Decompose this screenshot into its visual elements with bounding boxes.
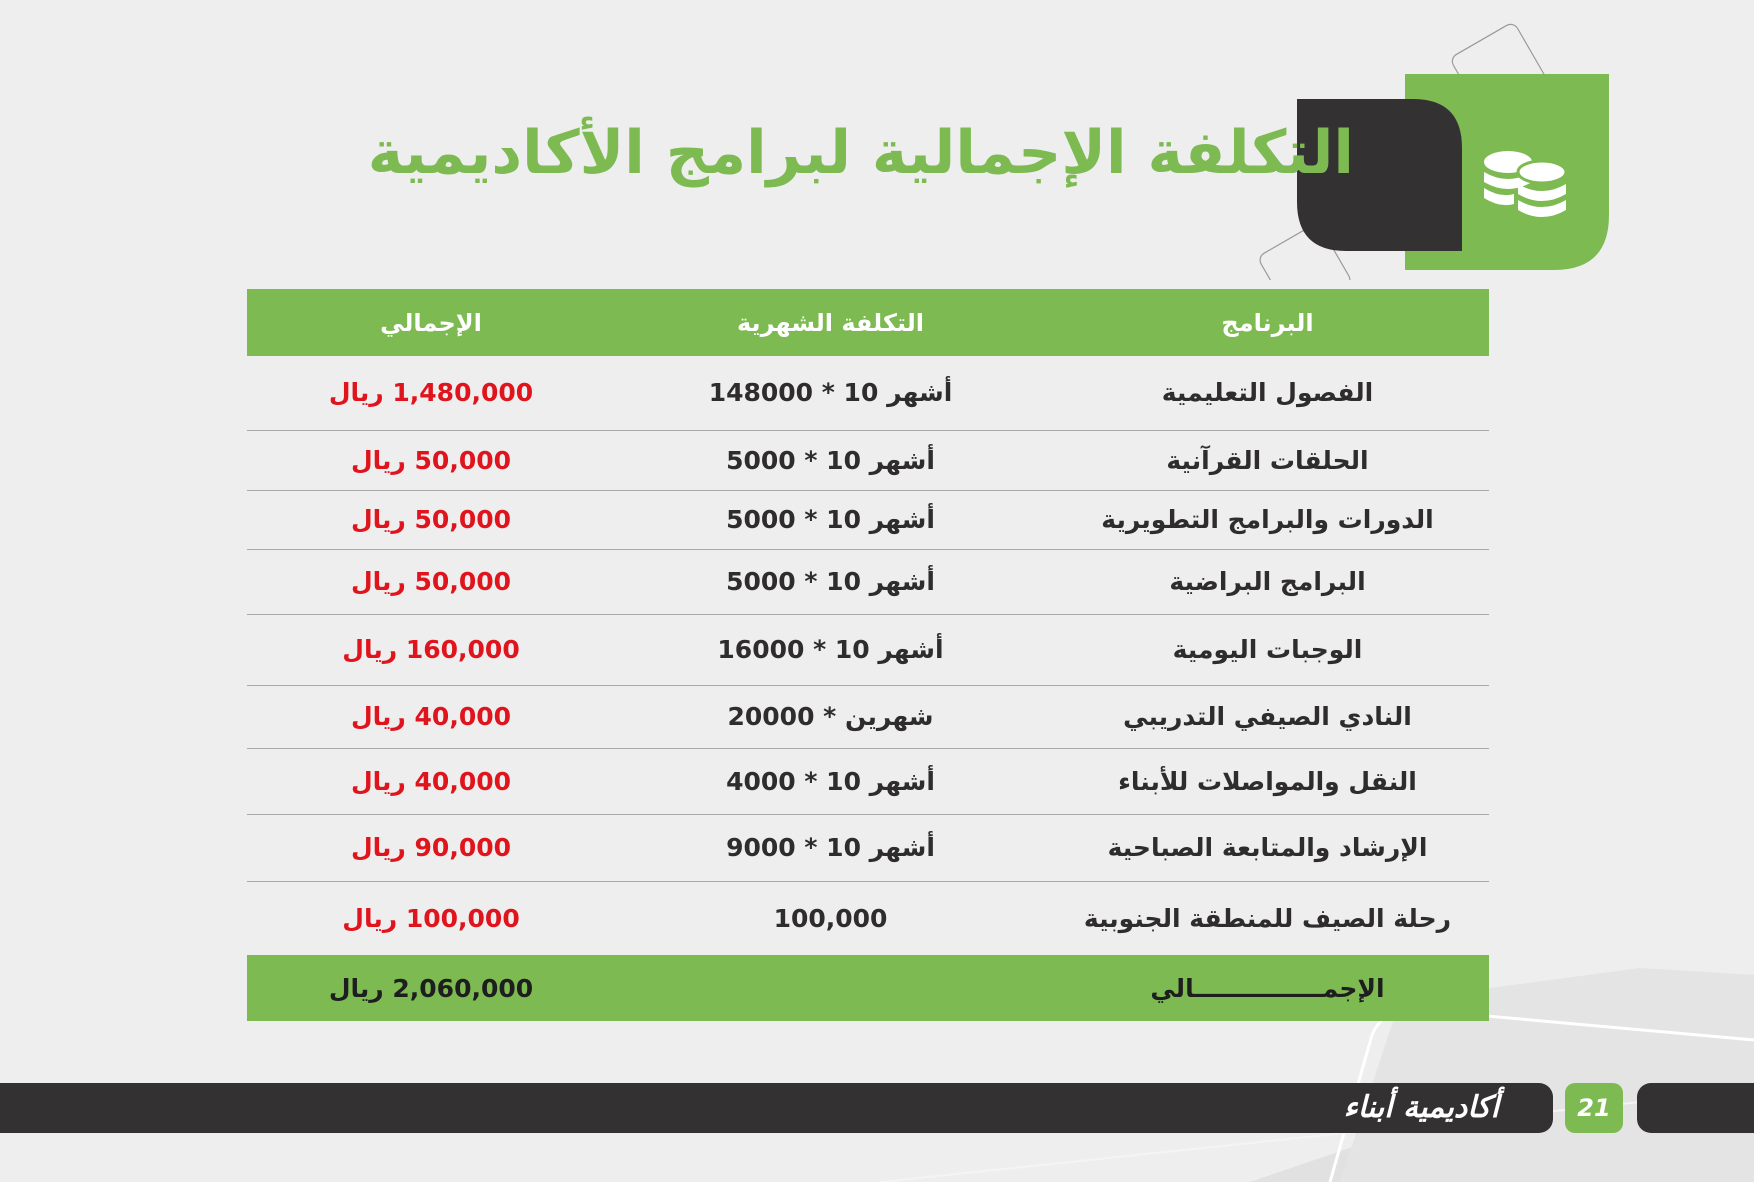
title-block <box>0 0 1754 280</box>
program-cell: البرامج البراضية <box>1046 549 1489 614</box>
program-cell: الحلقات القرآنية <box>1046 430 1489 490</box>
page-title: التكلفة الإجمالية لبرامج الأكاديمية <box>367 118 1354 188</box>
total-cell: 40,000 ريال <box>247 748 615 814</box>
monthly-cost-cell: 9000 * 10 أشهر <box>615 814 1046 881</box>
program-cell: رحلة الصيف للمنطقة الجنوبية <box>1083 903 1452 933</box>
program-cell: النقل والمواصلات للأبناء <box>1046 748 1489 814</box>
total-cell: 50,000 ريال <box>247 490 615 549</box>
coins-stack-icon <box>1482 148 1570 224</box>
footer-bar <box>0 1083 1553 1133</box>
monthly-cost-cell: 16000 * 10 أشهر <box>615 614 1046 685</box>
monthly-cost-cell: 100,000 <box>773 903 888 933</box>
program-cell: الدورات والبرامج التطويرية <box>1046 490 1489 549</box>
table-row <box>247 549 1489 614</box>
total-cell: 50,000 ريال <box>247 430 615 490</box>
summary-empty-cell <box>615 955 1046 1021</box>
table-row <box>247 614 1489 685</box>
page-number: 21 <box>1565 1083 1623 1133</box>
table-row <box>247 430 1489 490</box>
total-cell: 40,000 ريال <box>247 685 615 748</box>
total-cell: 90,000 ريال <box>247 814 615 881</box>
program-cell: الفصول التعليمية <box>1046 356 1489 430</box>
program-cell: الوجبات اليومية <box>1046 614 1489 685</box>
monthly-cost-cell: 5000 * 10 أشهر <box>615 490 1046 549</box>
footer-brand: أكاديمية أبناء <box>1343 1090 1499 1125</box>
program-cell: النادي الصيفي التدريبي <box>1046 685 1489 748</box>
total-cell: 160,000 ريال <box>247 614 615 685</box>
monthly-cost-cell: 5000 * 10 أشهر <box>615 430 1046 490</box>
footer-right-tab <box>1637 1083 1754 1133</box>
total-cell: 1,480,000 ريال <box>247 356 615 430</box>
monthly-cost-cell: 5000 * 10 أشهر <box>615 549 1046 614</box>
table-row <box>247 685 1489 748</box>
program-cell: الإرشاد والمتابعة الصباحية <box>1046 814 1489 881</box>
header-program: البرنامج <box>1046 289 1489 356</box>
table-row <box>247 490 1489 549</box>
table-row <box>247 881 1489 955</box>
total-cell: 100,000 ريال <box>342 903 520 933</box>
total-cell: 50,000 ريال <box>247 549 615 614</box>
monthly-cost-cell: 20000 * شهرين <box>615 685 1046 748</box>
table-header-row <box>247 289 1489 356</box>
table-row <box>247 748 1489 814</box>
cost-table <box>247 289 1489 1021</box>
table-row <box>247 356 1489 430</box>
monthly-cost-cell: 4000 * 10 أشهر <box>615 748 1046 814</box>
monthly-cost-cell: 148000 * 10 أشهر <box>615 356 1046 430</box>
summary-label: الإجمـــــــــــــــالي <box>1046 955 1489 1021</box>
header-monthly-cost: التكلفة الشهرية <box>615 289 1046 356</box>
header-total: الإجمالي <box>247 289 615 356</box>
summary-total: 2,060,000 ريال <box>247 955 615 1021</box>
table-row <box>247 814 1489 881</box>
summary-row <box>247 955 1489 1021</box>
